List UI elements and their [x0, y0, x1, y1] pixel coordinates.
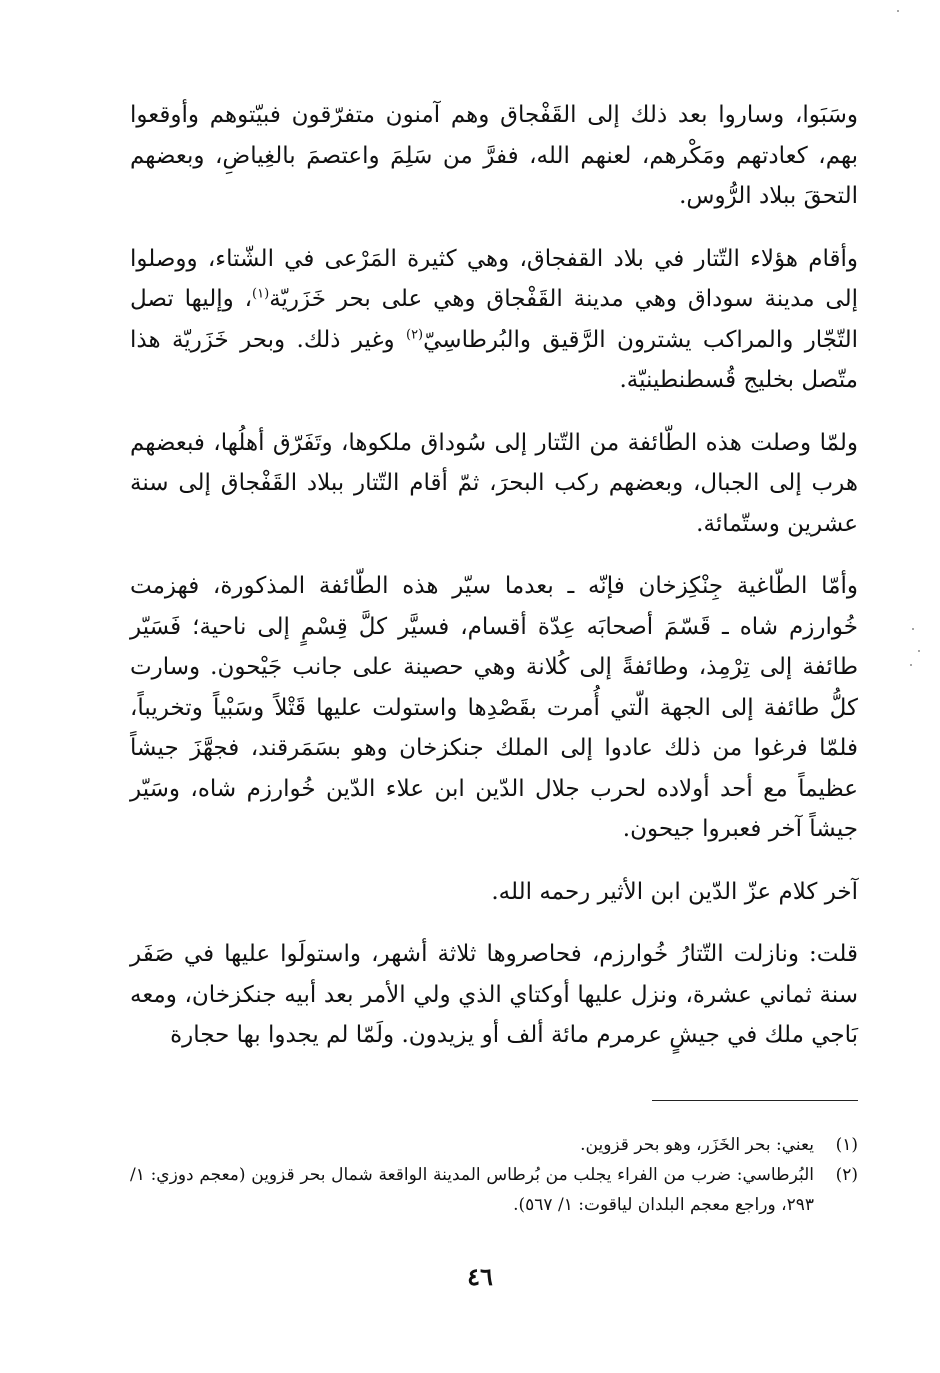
footnote-ref-1[interactable]: (١)	[252, 286, 270, 302]
footnotes	[130, 1130, 858, 1220]
main-text	[130, 95, 858, 1078]
paragraph-1: وسَبَوا، وساروا بعد ذلك إلى القَفْجاق وهم آمنون متفرّقون فبيّتوهم وأوقعوا بهم، كعادتهم ومَكْرهم، لعنهم الله، ففرَّ من سَلِمَ واعتصمَ بالغِياضِ، وبعضهم التحقَ ببلاد الرُّوس.	[130, 102, 858, 209]
paragraph-4: وأمّا الطّاغية جِنْكِزخان فإنّه ـ بعدما سيّر هذه الطّائفة المذكورة، فهزمت خُوارزم شاه ـ قَسّمَ أصحابَه عِدّة أقسام، فسيَّر كلَّ قِسْمٍ إلى ناحية؛ فَسَيّر طائفة إلى تِرْمِذ، وطائفةً إلى كُلانة وهي حصينة على جانب جَيْحون. وسارت كلُّ طائفة إلى الجهة الّتي أُمرت بقَصْدِها واستولت عليها قَتْلاً وسَبْياً وتخريباً، فلمّا فرغوا من ذلك عادوا إلى الملك جنكزخان وهو بسَمَرقند، فجهَّزَ جيشاً عظيماً مع أحد أولاده لحرب جلال الدّين ابن علاء الدّين خُوارزم شاه، وسَيّر جيشاً آخر فعبروا جيحون.	[130, 573, 858, 842]
paragraph-3: ولمّا وصلت هذه الطّائفة من التّتار إلى سُوداق ملكوها، وتَفَرّق أهلُها، فبعضهم هرب إلى الجبال، وبعضهم ركب البحرَ، ثمّ أقام التّتار ببلاد القَفْجاق إلى سنة عشرين وستّمائة.	[130, 429, 858, 537]
paragraph-5: آخر كلام عزّ الدّين ابن الأثير رحمه الله.	[491, 878, 858, 905]
paragraph-2-middle: ، وإليها تصل التّجّار والمراكب يشترون الرَّقيق والبُرطاسِيّ	[130, 286, 858, 353]
footnote-2-text: البُرطاسي: ضرب من الفراء يجلب من بُرطاس المدينة الواقعة شمال بحر قزوين (معجم دوزي: ١/ ٢٩٣، وراجع معجم البلدان لياقوت: ١/ ٥٦٧).	[130, 1165, 814, 1215]
footnote-1-number: (١)	[835, 1135, 858, 1155]
footnote-2-number: (٢)	[835, 1165, 858, 1185]
paragraph-6: قلت: ونازلت التّتارُ خُوارزم، فحاصروها ثلاثة أشهر، واستولَوا عليها في صَفَر سنة ثماني عشرة، ونزل عليها أوكتاي الذي ولي الأمر بعد أبيه جنكزخان، ومعه بَاجي ملك في جيشٍ عرمرم مائة ألف أو يزيدون. ولَمّا لم يجدوا بها حجارة	[130, 941, 858, 1048]
paragraph-2	[130, 239, 858, 401]
page-number: ٤٦	[467, 1262, 493, 1291]
paragraph-2-start: وأقام هؤلاء التّتار في بلاد القفجاق، وهي كثيرة المَرْعى في الشّتاء، ووصلوا إلى مدينة سوداق وهي مدينة القَفْجاق وهي على بحر خَزَريّة	[130, 245, 858, 312]
scan-speck	[918, 650, 920, 652]
footnote-1-text: يعني: بحر الخَزَر، وهو بحر قزوين.	[580, 1135, 814, 1155]
scan-speck	[910, 664, 912, 666]
footnote-ref-2[interactable]: (٢)	[405, 326, 424, 342]
footnote-2	[130, 1160, 858, 1220]
footnote-1	[130, 1130, 858, 1160]
footnote-separator	[652, 1100, 858, 1101]
paragraph-2-end: وغير ذلك. وبحر خَزَريّة هذا متّصل بخليج قُسطنطينيّة.	[130, 326, 858, 393]
scan-speck	[897, 10, 899, 12]
scan-speck	[912, 628, 914, 630]
